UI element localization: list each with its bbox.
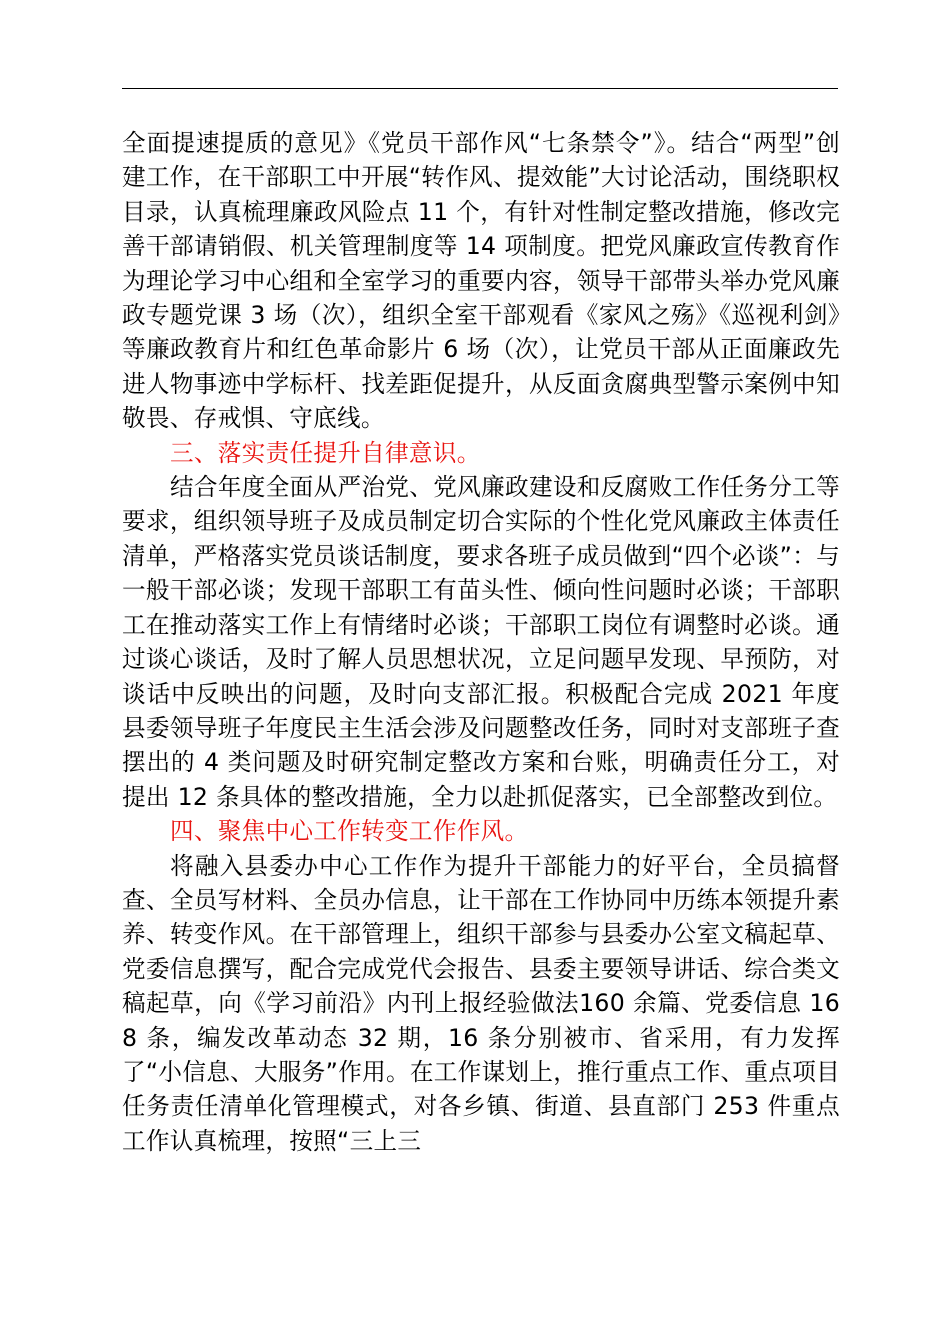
document-body [122, 126, 840, 1158]
paragraph-section-4: 将融入县委办中心工作作为提升干部能力的好平台，全员搞督查、全员写材料、全员办信息，让干部在工作协同中历练本领提升素养、转变作风。在干部管理上，组织干部参与县委办公室文稿起草、党委信息撰写，配合完成党代会报告、县委主要领导讲话、综合类文稿起草，向《学习前沿》内刊上报经验做法160 余篇、党委信息 168 条，编发改革动态 32 期，16 条分别被市、省采用，有力发挥了“小信息、大服务”作用。在工作谋划上，推行重点工作、重点项目任务责任清单化管理模式，对各乡镇、街道、县直部门 253 件重点工作认真梳理，按照“三上三 [122, 851, 840, 1155]
paragraph-continuation: 全面提速提质的意见》《党员干部作风“七条禁令”》。结合“两型”创建工作，在干部职工中开展“转作风、提效能”大讨论活动，围绕职权目录，认真梳理廉政风险点 11 个，有针对性制定整改措施，修改完善干部请销假、机关管理制度等 14 项制度。把党风廉政宣传教育作为理论学习中心组和全室学习的重要内容，领导干部带头举办党风廉政专题党课 3 场（次），组织全室干部观看《家风之殇》《巡视利剑》等廉政教育片和红色革命影片 6 场（次），让党员干部从正面廉政先进人物事迹中学标杆、找差距促提升，从反面贪腐典型警示案例中知敬畏、存戒惧、守底线。 [122, 129, 840, 433]
section-heading-4: 四、聚焦中心工作转变工作作风。 [170, 817, 529, 846]
paragraph-section-3: 结合年度全面从严治党、党风廉政建设和反腐败工作任务分工等要求，组织领导班子及成员制定切合实际的个性化党风廉政主体责任清单，严格落实党员谈话制度，要求各班子成员做到“四个必谈”：与一般干部必谈；发现干部职工有苗头性、倾向性问题时必谈；干部职工在推动落实工作上有情绪时必谈；干部职工岗位有调整时必谈。通过谈心谈话，及时了解人员思想状况，立足问题早发现、早预防，对谈话中反映出的问题，及时向支部汇报。积极配合完成 2021 年度县委领导班子年度民主生活会涉及问题整改任务，同时对支部班子查摆出的 4 类问题及时研究制定整改方案和台账，明确责任分工，对提出 12 条具体的整改措施，全力以赴抓促落实，已全部整改到位。 [122, 473, 840, 811]
section-heading-3: 三、落实责任提升自律意识。 [170, 438, 481, 467]
header-rule [122, 88, 838, 89]
